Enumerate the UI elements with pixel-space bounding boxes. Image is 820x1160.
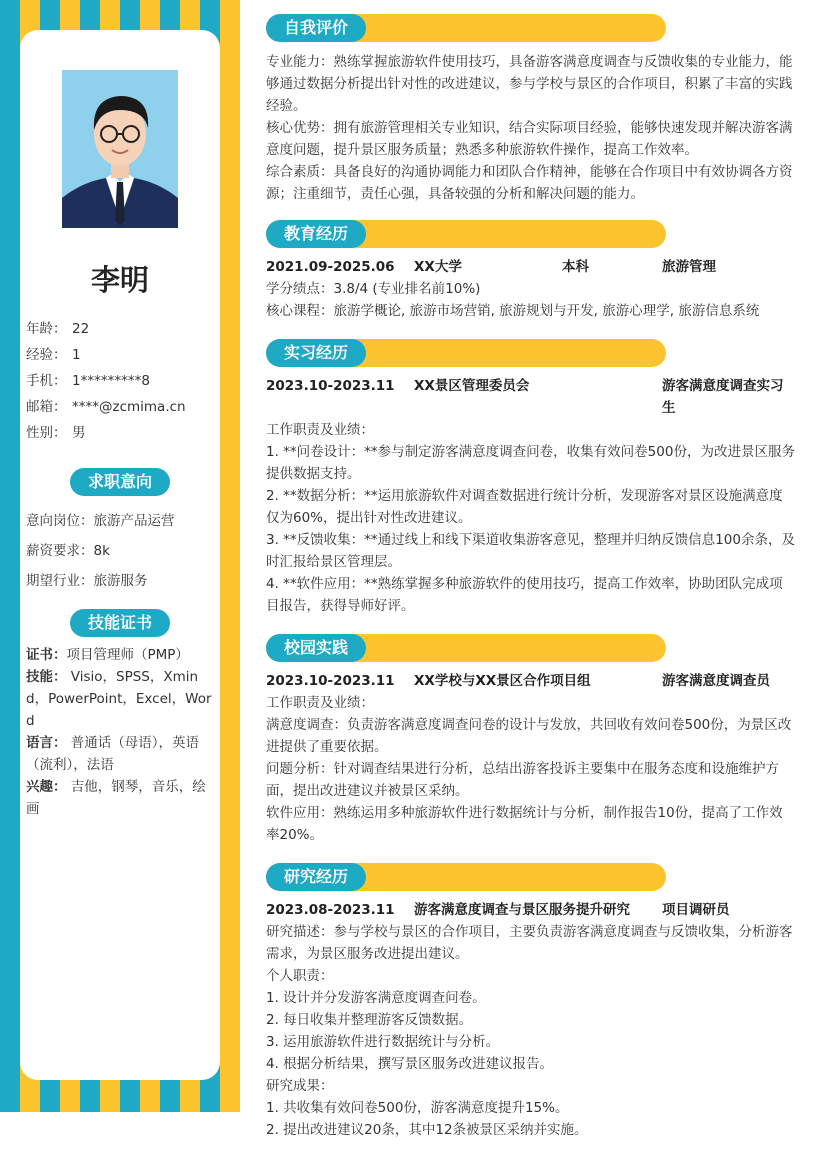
intern-org: XX景区管理委员会 [414,378,530,394]
campus-role: 游客满意度调查员 [662,673,770,689]
campus-line: 问题分析：针对调查结果进行分析，总结出游客投诉主要集中在服务态度和设施维护方面，提出改进建议并被景区采纳。 [266,761,779,799]
section-title: 实习经历 [266,339,366,367]
campus-line: 软件应用：熟练运用多种旅游软件进行数据统计与分析，制作报告10份，提高了工作效率20%。 [266,805,783,843]
section-title: 校园实践 [266,634,366,662]
self-paragraph: 综合素质：具备良好的沟通协调能力和团队合作精神，能够在合作项目中有效协调各方资源；注重细节，责任心强，具备较强的分析和解决问题的能力。 [266,164,793,202]
skills-heading: 技能证书 [70,609,170,637]
intent-heading: 求职意向 [70,468,170,496]
intern-line: 4. **软件应用：**熟练掌握多种旅游软件的使用技巧，提高工作效率，协助团队完成项目报告，获得导师好评。 [266,576,783,614]
section-header-edu [266,220,666,248]
basic-info [26,316,216,446]
edu-degree: 本科 [562,259,589,275]
section-body-campus [266,670,796,846]
research-line: 研究成果： [266,1078,334,1094]
campus-line: 工作职责及业绩： [266,695,374,711]
section-body-self [266,51,796,205]
research-line: 3. 运用旅游软件进行数据统计与分析。 [266,1034,500,1050]
skills-list [26,644,214,820]
edu-line: 核心课程：旅游学概论, 旅游市场营销, 旅游规划与开发, 旅游心理学, 旅游信息系统 [266,303,760,319]
skill-item: 兴趣： 吉他，钢琴，音乐，绘画 [26,779,206,817]
intern-line: 2. **数据分析：**运用旅游软件对调查数据进行统计分析，发现游客对景区设施满意度仅为60%，提出针对性改进建议。 [266,488,783,526]
skill-item: 语言： 普通话（母语），英语（流利），法语 [26,735,200,773]
research-line: 1. 共收集有效问卷500份，游客满意度提升15%。 [266,1100,569,1116]
info-row-experience: 经验： 1 [26,347,81,363]
research-line: 个人职责： [266,968,334,984]
self-paragraph: 专业能力：熟练掌握旅游软件使用技巧，具备游客满意度调查与反馈收集的专业能力，能够通过数据分析提出针对性的改进建议，参与学校与景区的合作项目，积累了丰富的实践经验。 [266,54,793,114]
campus-org: XX学校与XX景区合作项目组 [414,673,591,689]
intern-header-row [266,375,796,419]
skill-item: 证书：项目管理师（PMP） [26,647,189,663]
research-date: 2023.08-2023.11 [266,902,395,918]
intent-row: 薪资要求：8k [26,543,110,559]
info-row-email: 邮箱： ****@zcmima.cn [26,399,186,415]
skill-item: 技能： Visio，SPSS，Xmind，PowerPoint，Excel，Word [26,669,212,729]
section-body-edu [266,256,796,322]
sidebar [0,0,240,1112]
section-title: 教育经历 [266,220,366,248]
research-line: 2. 提出改进建议20条，其中12条被景区采纳并实施。 [266,1122,588,1138]
research-line: 研究描述：参与学校与景区的合作项目，主要负责游客满意度调查与反馈收集，分析游客需求，为景区服务改进提出建议。 [266,924,793,962]
research-project: 游客满意度调查与景区服务提升研究 [414,902,630,918]
info-row-phone: 手机： 1*********8 [26,373,150,389]
edu-line: 学分绩点：3.8/4 (专业排名前10%) [266,281,481,297]
campus-line: 满意度调查：负责游客满意度调查问卷的设计与发放，共回收有效问卷500份，为景区改进提供了重要依据。 [266,717,792,755]
profile-card [20,30,220,1080]
research-role: 项目调研员 [662,902,730,918]
section-header-self [266,14,666,42]
edu-date: 2021.09-2025.06 [266,259,395,275]
campus-date: 2023.10-2023.11 [266,673,395,689]
section-header-research [266,863,666,891]
intent-row: 意向岗位：旅游产品运营 [26,513,175,529]
research-line: 1. 设计并分发游客满意度调查问卷。 [266,990,486,1006]
research-header-row [266,899,796,921]
intern-line: 1. **问卷设计：**参与制定游客满意度调查问卷，收集有效问卷500份，为改进景区服务提供数据支持。 [266,444,795,482]
profile-name: 李明 [90,263,149,297]
info-row-age: 年龄： 22 [26,321,90,337]
intern-line: 3. **反馈收集：**通过线上和线下渠道收集游客意见，整理并归纳反馈信息100余条，及时汇报给景区管理层。 [266,532,795,570]
intent-row: 期望行业：旅游服务 [26,573,148,589]
section-body-intern [266,375,796,617]
info-row-gender: 性别： 男 [26,425,86,441]
research-line: 2. 每日收集并整理游客反馈数据。 [266,1012,473,1028]
edu-major: 旅游管理 [662,259,716,275]
intern-role: 游客满意度调查实习生 [662,378,784,416]
section-body-research [266,899,796,1141]
intern-line: 工作职责及业绩： [266,422,374,438]
edu-header-row [266,256,796,278]
edu-school: XX大学 [414,259,462,275]
section-header-intern [266,339,666,367]
intent-list [26,506,216,596]
self-paragraph: 核心优势：拥有旅游管理相关专业知识，结合实际项目经验，能够快速发现并解决游客满意度问题，提升景区服务质量；熟悉多种旅游软件操作，提高工作效率。 [266,120,793,158]
section-header-campus [266,634,666,662]
campus-header-row [266,670,796,692]
research-line: 4. 根据分析结果，撰写景区服务改进建议报告。 [266,1056,554,1072]
section-title: 研究经历 [266,863,366,891]
intern-date: 2023.10-2023.11 [266,378,395,394]
section-title: 自我评价 [266,14,366,42]
portrait-photo-icon [62,70,178,228]
